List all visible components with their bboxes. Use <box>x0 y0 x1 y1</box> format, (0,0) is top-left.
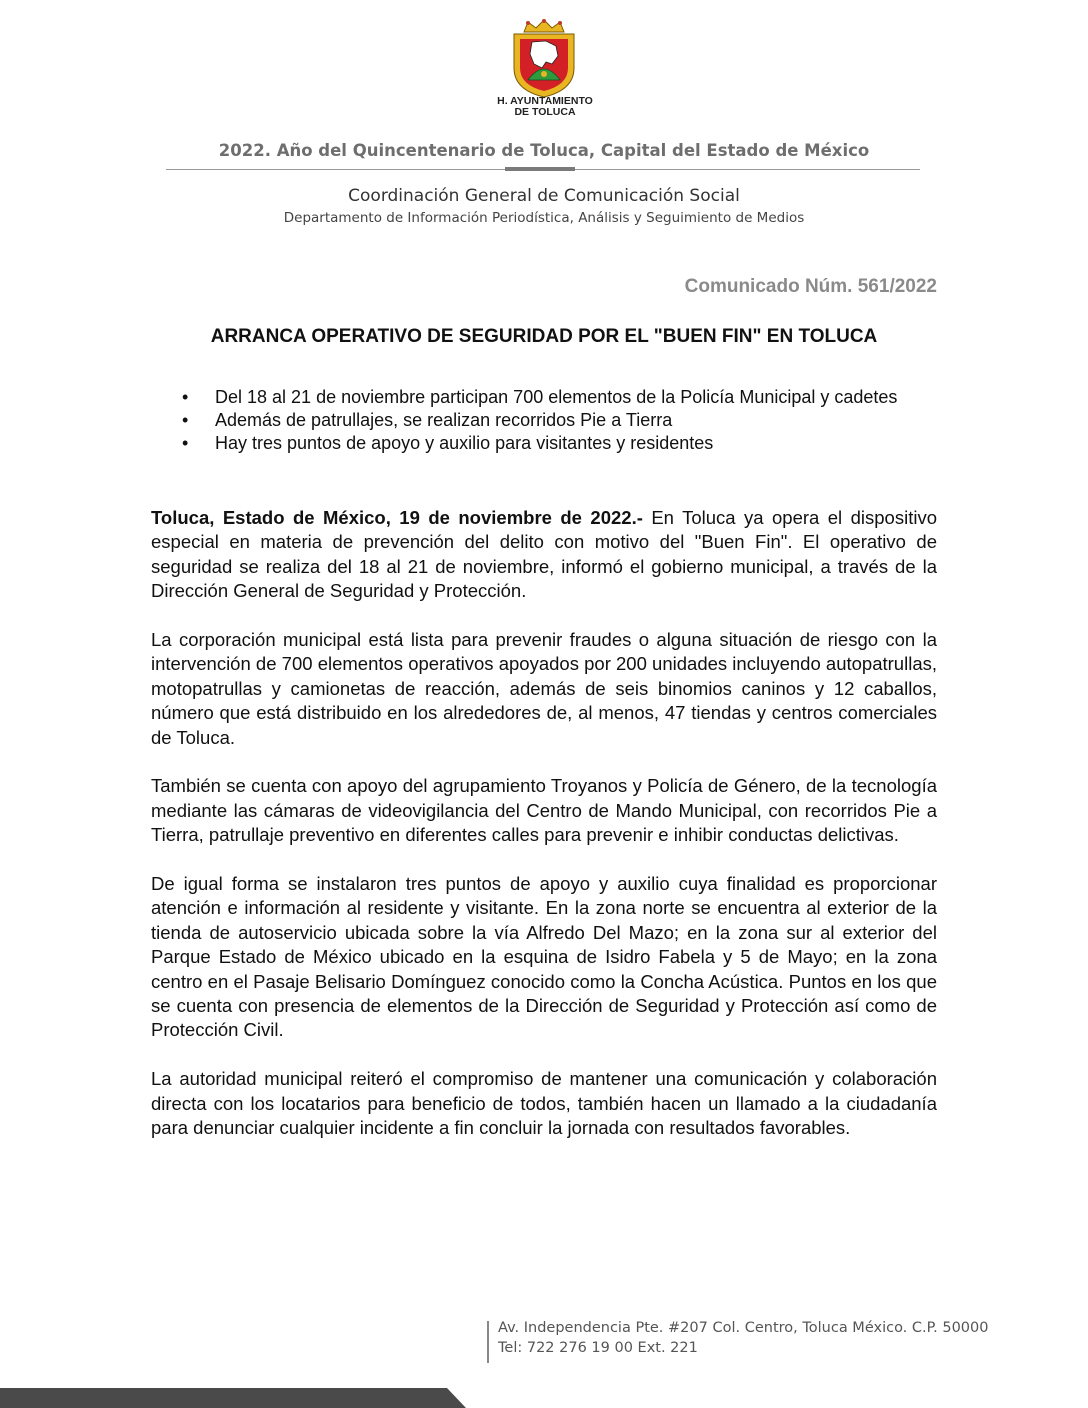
headline: ARRANCA OPERATIVO DE SEGURIDAD POR EL "BUEN FIN" EN TOLUCA <box>210 326 878 347</box>
footer-divider <box>487 1321 489 1363</box>
logo-caption-line2: DE TOLUCA <box>514 106 576 118</box>
paragraph-2: La corporación municipal está lista para prevenir fraudes o alguna situación de riesgo con la intervención de 700 elementos operativos apoyados por 200 unidades incluyendo autopatrullas, motopatrullas y camionetas de reacción, además de seis binomios caninos y 12 caballos, número que está distribuido en los alrededores de, al menos, 47 tiendas y centros comerciales de Toluca. <box>151 629 937 748</box>
bullet-item: • Del 18 al 21 de noviembre participan 700 elementos de la Policía Municipal y cadetes <box>182 386 902 409</box>
footer-address: Av. Independencia Pte. #207 Col. Centro, Toluca México. C.P. 50000 <box>498 1320 989 1336</box>
paragraph-1 <box>151 506 937 604</box>
logo-caption <box>470 96 620 118</box>
year-motto: 2022. Año del Quincentenario de Toluca, Capital del Estado de México <box>218 141 870 160</box>
article-body <box>151 506 937 1165</box>
toluca-coat-of-arms-logo <box>506 18 582 98</box>
press-release-number: Comunicado Núm. 561/2022 <box>684 276 937 297</box>
department-subtitle: Departamento de Información Periodística, Análisis y Seguimiento de Medios <box>283 210 805 226</box>
department-title: Coordinación General de Comunicación Social <box>348 186 740 206</box>
dateline: Toluca, Estado de México, 19 de noviembre de 2022.- <box>151 507 643 528</box>
bullet-item: • Además de patrullajes, se realizan recorridos Pie a Tierra <box>182 409 902 432</box>
paragraph-4: De igual forma se instalaron tres puntos de apoyo y auxilio cuya finalidad es proporcionar atención e información al residente y visitante. En la zona norte se encuentra al exterior de la tienda de autoservicio ubicada sobre la vía Alfredo Del Mazo; en la zona sur al exterior del Parque Estado de México ubicado en la esquina de Isidro Fabela y 5 de Mayo; en la zona centro en el Pasaje Belisario Domínguez conocido como la Concha Acústica. Puntos en los que se cuenta con presencia de elementos de la Dirección de Seguridad y Protección así como de Protección Civil. <box>151 873 937 1041</box>
paragraph-1-text: En Toluca ya opera el dispositivo especial en materia de prevención del delito con motivo del "Buen Fin". El operativo de seguridad se realiza del 18 al 21 de noviembre, informó el gobierno municipal, a través de la Dirección General de Seguridad y Protección. <box>151 507 937 602</box>
header-divider-accent <box>505 167 575 171</box>
logo-caption-line1: H. AYUNTAMIENTO <box>497 95 593 107</box>
footer-phone: Tel: 722 276 19 00 Ext. 221 <box>498 1340 698 1356</box>
paragraph-3: También se cuenta con apoyo del agrupamiento Troyanos y Policía de Género, de la tecnología mediante las cámaras de videovigilancia del Centro de Mando Municipal, con recorridos Pie a Tierra, patrullaje preventivo en diferentes calles para prevenir e inhibir conductas delictivas. <box>151 775 937 846</box>
summary-bullets <box>182 386 902 455</box>
footer-bar <box>0 1388 466 1408</box>
paragraph-5: La autoridad municipal reiteró el compromiso de mantener una comunicación y colaboración directa con los locatarios para beneficio de todos, también hacen un llamado a la ciudadanía para denunciar cualquier incidente a fin concluir la jornada con resultados favorables. <box>151 1068 937 1139</box>
bullet-item: • Hay tres puntos de apoyo y auxilio para visitantes y residentes <box>182 432 902 455</box>
